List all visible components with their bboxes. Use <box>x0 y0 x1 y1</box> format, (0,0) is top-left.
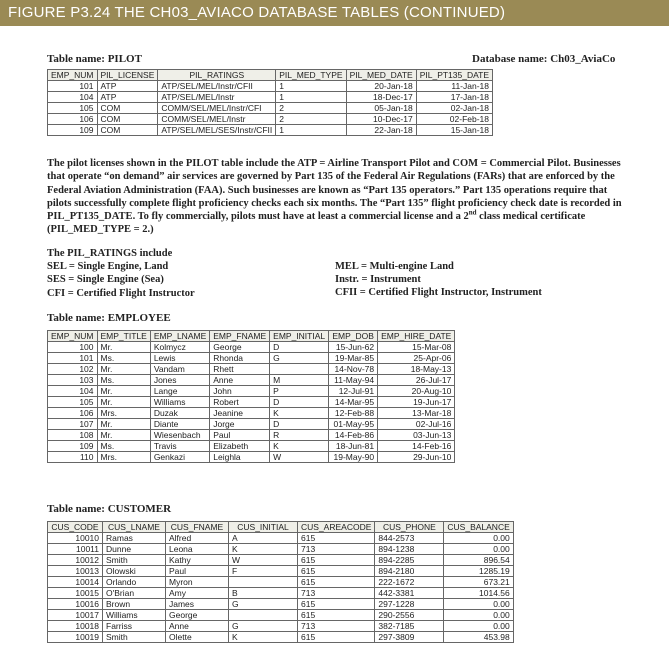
table-cell: George <box>210 342 270 353</box>
employee-table-name: Table name: EMPLOYEE <box>47 312 171 324</box>
table-cell: W <box>270 452 329 463</box>
table-cell: 713 <box>298 544 375 555</box>
table-cell: 2 <box>276 114 346 125</box>
table-cell: 894-1238 <box>375 544 444 555</box>
table-cell: F <box>229 566 298 577</box>
ratings-block-right <box>335 260 542 300</box>
table-cell: 109 <box>48 125 98 136</box>
table-cell: 15-Jan-18 <box>416 125 492 136</box>
table-cell: Ms. <box>97 353 150 364</box>
rating-definition: SES = Single Engine (Sea) <box>47 274 164 286</box>
table-cell: 1285.19 <box>444 566 513 577</box>
table-cell: 10-Dec-17 <box>346 114 416 125</box>
column-header: EMP_NUM <box>48 331 98 342</box>
table-cell: Olowski <box>103 566 166 577</box>
table-cell: B <box>229 588 298 599</box>
table-cell: James <box>166 599 229 610</box>
table-cell: 382-7185 <box>375 621 444 632</box>
paragraph-text-end: class medical certificate (PIL_MED_TYPE = 2.) <box>47 211 586 236</box>
table-row <box>48 588 514 599</box>
table-cell: 11-May-94 <box>329 375 378 386</box>
table-cell: Farriss <box>103 621 166 632</box>
table-cell: 18-May-13 <box>378 364 455 375</box>
table-cell: D <box>270 397 329 408</box>
table-row <box>48 632 514 643</box>
table-cell: 297-1228 <box>375 599 444 610</box>
column-header: PIL_LICENSE <box>97 70 158 81</box>
table-cell: P <box>270 386 329 397</box>
pilot-header-row <box>48 70 493 81</box>
table-cell: 17-Jan-18 <box>416 92 492 103</box>
table-row <box>48 577 514 588</box>
table-cell: Genkazi <box>150 452 209 463</box>
table-cell: G <box>270 353 329 364</box>
table-cell: 104 <box>48 92 98 103</box>
table-cell: Jeanine <box>210 408 270 419</box>
table-row <box>48 81 493 92</box>
table-cell: 2 <box>276 103 346 114</box>
table-cell: Duzak <box>150 408 209 419</box>
table-cell: K <box>270 441 329 452</box>
employee-table <box>47 330 455 463</box>
table-cell: Anne <box>166 621 229 632</box>
table-cell: A <box>229 533 298 544</box>
column-header: CUS_INITIAL <box>229 522 298 533</box>
pilot-table-name: Table name: PILOT <box>47 53 142 65</box>
table-cell: ATP/SEL/MEL/Instr/CFII <box>158 81 276 92</box>
column-header: EMP_TITLE <box>97 331 150 342</box>
table-row <box>48 103 493 114</box>
paragraph-text: The pilot licenses shown in the PILOT table include the ATP = Airline Transport Pilot and COM = Commercial Pilot. Businesses that operate “on demand” air services are governed by Part 135 of the Federal Air Regulations (FARs) that are enforced by the Federal Aviation Administration (FAA). Such businesses are known as “Part 135 operators.” Part 135 operations require that pilots successfully complete flight proficiency checks each six months. The “Part 135” flight proficiency check date is recorded in PIL_PT135_DATE. To fly commercially, pilots must have at least a commercial license and a 2 <box>47 158 622 223</box>
table-cell: 10014 <box>48 577 103 588</box>
table-cell: 18-Jun-81 <box>329 441 378 452</box>
paragraph-superscript: nd <box>468 208 477 217</box>
pilot-license-paragraph <box>47 157 622 237</box>
table-cell: 110 <box>48 452 98 463</box>
table-cell: 02-Jul-16 <box>378 419 455 430</box>
customer-table <box>47 521 514 643</box>
table-row <box>48 397 455 408</box>
table-row <box>48 419 455 430</box>
table-cell: 19-Jun-17 <box>378 397 455 408</box>
table-cell: 105 <box>48 103 98 114</box>
table-cell: Ms. <box>97 375 150 386</box>
table-cell: 01-May-95 <box>329 419 378 430</box>
column-header: CUS_CODE <box>48 522 103 533</box>
column-header: EMP_INITIAL <box>270 331 329 342</box>
rating-definition: CFI = Certified Flight Instructor <box>47 287 195 299</box>
table-cell: Williams <box>150 397 209 408</box>
table-cell: W <box>229 555 298 566</box>
column-header: CUS_AREACODE <box>298 522 375 533</box>
table-cell: 10012 <box>48 555 103 566</box>
table-cell: 0.00 <box>444 544 513 555</box>
table-cell: Dunne <box>103 544 166 555</box>
table-cell: Lewis <box>150 353 209 364</box>
column-header: CUS_BALANCE <box>444 522 513 533</box>
table-cell: 15-Mar-08 <box>378 342 455 353</box>
table-cell: 26-Jul-17 <box>378 375 455 386</box>
table-cell: 615 <box>298 566 375 577</box>
table-cell: Mr. <box>97 430 150 441</box>
table-cell: Smith <box>103 555 166 566</box>
table-cell: 1 <box>276 92 346 103</box>
table-row <box>48 610 514 621</box>
table-cell: 108 <box>48 430 98 441</box>
table-cell: 18-Dec-17 <box>346 92 416 103</box>
table-cell: 10019 <box>48 632 103 643</box>
column-header: EMP_FNAME <box>210 331 270 342</box>
table-cell: Brown <box>103 599 166 610</box>
rating-definition: MEL = Multi-engine Land <box>335 261 454 272</box>
table-cell: 615 <box>298 533 375 544</box>
table-cell: Paul <box>166 566 229 577</box>
table-cell: Amy <box>166 588 229 599</box>
table-row <box>48 544 514 555</box>
table-cell: COM <box>97 114 158 125</box>
table-cell: COM <box>97 103 158 114</box>
table-cell: Mr. <box>97 364 150 375</box>
table-row <box>48 125 493 136</box>
table-cell: 19-Mar-85 <box>329 353 378 364</box>
customer-header-row <box>48 522 514 533</box>
table-cell: 22-Jan-18 <box>346 125 416 136</box>
column-header: EMP_HIRE_DATE <box>378 331 455 342</box>
table-cell <box>229 577 298 588</box>
table-cell: Leighla <box>210 452 270 463</box>
table-cell: 14-Nov-78 <box>329 364 378 375</box>
table-cell: Jorge <box>210 419 270 430</box>
table-cell: 713 <box>298 588 375 599</box>
table-cell: 1014.56 <box>444 588 513 599</box>
table-cell: 25-Apr-06 <box>378 353 455 364</box>
table-cell: 442-3381 <box>375 588 444 599</box>
rating-definition: SEL = Single Engine, Land <box>47 261 169 273</box>
table-cell: 615 <box>298 577 375 588</box>
table-cell: 02-Jan-18 <box>416 103 492 114</box>
table-cell: Jones <box>150 375 209 386</box>
table-row <box>48 364 455 375</box>
table-cell: 10017 <box>48 610 103 621</box>
table-cell: COM <box>97 125 158 136</box>
table-row <box>48 441 455 452</box>
pilot-table <box>47 69 493 136</box>
table-cell: 11-Jan-18 <box>416 81 492 92</box>
table-cell: Olette <box>166 632 229 643</box>
table-cell: 19-May-90 <box>329 452 378 463</box>
table-row <box>48 533 514 544</box>
table-cell: ATP/SEL/MEL/Instr <box>158 92 276 103</box>
table-cell: 106 <box>48 114 98 125</box>
table-row <box>48 408 455 419</box>
table-cell: ATP <box>97 92 158 103</box>
table-cell: Ramas <box>103 533 166 544</box>
table-cell: 894-2285 <box>375 555 444 566</box>
table-cell: 673.21 <box>444 577 513 588</box>
table-cell: Mr. <box>97 397 150 408</box>
table-cell: 101 <box>48 353 98 364</box>
table-cell: 12-Jul-91 <box>329 386 378 397</box>
table-cell: K <box>270 408 329 419</box>
table-cell: Mr. <box>97 342 150 353</box>
rating-definition: CFII = Certified Flight Instructor, Instrument <box>335 287 542 299</box>
table-cell: 109 <box>48 441 98 452</box>
column-header: PIL_MED_DATE <box>346 70 416 81</box>
table-cell: 05-Jan-18 <box>346 103 416 114</box>
table-cell: Alfred <box>166 533 229 544</box>
table-cell: 02-Feb-18 <box>416 114 492 125</box>
table-cell: Mrs. <box>97 408 150 419</box>
table-cell: John <box>210 386 270 397</box>
table-cell: O'Brian <box>103 588 166 599</box>
table-row <box>48 342 455 353</box>
table-cell: Paul <box>210 430 270 441</box>
table-cell: 0.00 <box>444 610 513 621</box>
table-row <box>48 566 514 577</box>
table-cell: Myron <box>166 577 229 588</box>
table-cell: 14-Mar-95 <box>329 397 378 408</box>
table-cell: 615 <box>298 555 375 566</box>
table-cell: Rhonda <box>210 353 270 364</box>
column-header: EMP_NUM <box>48 70 98 81</box>
table-cell: 15-Jun-62 <box>329 342 378 353</box>
table-cell: Smith <box>103 632 166 643</box>
table-cell: 222-1672 <box>375 577 444 588</box>
table-cell: Anne <box>210 375 270 386</box>
table-cell: Rhett <box>210 364 270 375</box>
ratings-block-left <box>47 247 195 300</box>
column-header: EMP_LNAME <box>150 331 209 342</box>
table-cell: R <box>270 430 329 441</box>
table-cell: 453.98 <box>444 632 513 643</box>
table-cell: 10011 <box>48 544 103 555</box>
table-cell: 0.00 <box>444 599 513 610</box>
table-row <box>48 452 455 463</box>
table-cell: Kathy <box>166 555 229 566</box>
database-name: Database name: Ch03_AviaCo <box>472 53 616 65</box>
table-cell: 20-Aug-10 <box>378 386 455 397</box>
table-cell: Lange <box>150 386 209 397</box>
table-cell: Wiesenbach <box>150 430 209 441</box>
table-cell: K <box>229 544 298 555</box>
column-header: PIL_MED_TYPE <box>276 70 346 81</box>
table-cell: D <box>270 342 329 353</box>
table-cell: 713 <box>298 621 375 632</box>
table-cell: Mr. <box>97 386 150 397</box>
table-cell: 103 <box>48 375 98 386</box>
table-cell: 101 <box>48 81 98 92</box>
table-cell: 104 <box>48 386 98 397</box>
table-cell: Mr. <box>97 419 150 430</box>
table-cell: 1 <box>276 125 346 136</box>
table-cell: 100 <box>48 342 98 353</box>
table-cell: 14-Feb-86 <box>329 430 378 441</box>
table-cell: Diante <box>150 419 209 430</box>
column-header: CUS_PHONE <box>375 522 444 533</box>
table-cell: Williams <box>103 610 166 621</box>
customer-table-name: Table name: CUSTOMER <box>47 503 172 515</box>
table-row <box>48 92 493 103</box>
table-cell: K <box>229 632 298 643</box>
ratings-title: The PIL_RATINGS include <box>47 248 173 259</box>
table-cell: 10018 <box>48 621 103 632</box>
table-cell: ATP <box>97 81 158 92</box>
table-cell: 10015 <box>48 588 103 599</box>
table-cell: 290-2556 <box>375 610 444 621</box>
table-row <box>48 353 455 364</box>
figure-title: FIGURE P3.24 THE CH03_AVIACO DATABASE TABLES (CONTINUED) <box>8 4 506 21</box>
table-cell: 29-Jun-10 <box>378 452 455 463</box>
table-cell: 102 <box>48 364 98 375</box>
table-cell: 20-Jan-18 <box>346 81 416 92</box>
column-header: PIL_RATINGS <box>158 70 276 81</box>
table-row <box>48 599 514 610</box>
employee-header-row <box>48 331 455 342</box>
table-cell: 896.54 <box>444 555 513 566</box>
table-cell: 10010 <box>48 533 103 544</box>
table-cell: 1 <box>276 81 346 92</box>
table-cell: Orlando <box>103 577 166 588</box>
table-cell: George <box>166 610 229 621</box>
table-cell: 12-Feb-88 <box>329 408 378 419</box>
table-cell: 107 <box>48 419 98 430</box>
table-cell: COMM/SEL/MEL/Instr <box>158 114 276 125</box>
table-row <box>48 386 455 397</box>
table-cell: 106 <box>48 408 98 419</box>
table-cell: Vandam <box>150 364 209 375</box>
table-cell: 0.00 <box>444 533 513 544</box>
table-cell: Robert <box>210 397 270 408</box>
table-cell: 297-3809 <box>375 632 444 643</box>
table-cell: Kolmycz <box>150 342 209 353</box>
table-cell: 615 <box>298 599 375 610</box>
table-cell: 894-2180 <box>375 566 444 577</box>
table-cell: M <box>270 375 329 386</box>
table-cell <box>270 364 329 375</box>
table-cell: Mrs. <box>97 452 150 463</box>
table-cell: Leona <box>166 544 229 555</box>
table-cell: G <box>229 621 298 632</box>
column-header: CUS_LNAME <box>103 522 166 533</box>
table-row <box>48 375 455 386</box>
table-row <box>48 555 514 566</box>
table-row <box>48 621 514 632</box>
table-cell: 615 <box>298 610 375 621</box>
table-cell: 844-2573 <box>375 533 444 544</box>
table-row <box>48 114 493 125</box>
table-cell: 14-Feb-16 <box>378 441 455 452</box>
table-cell: 615 <box>298 632 375 643</box>
table-cell: 13-Mar-18 <box>378 408 455 419</box>
table-cell: Elizabeth <box>210 441 270 452</box>
column-header: CUS_FNAME <box>166 522 229 533</box>
figure-banner <box>0 0 669 26</box>
table-cell: G <box>229 599 298 610</box>
table-cell: 10016 <box>48 599 103 610</box>
column-header: PIL_PT135_DATE <box>416 70 492 81</box>
table-cell: Ms. <box>97 441 150 452</box>
rating-definition: Instr. = Instrument <box>335 274 421 286</box>
table-cell: 03-Jun-13 <box>378 430 455 441</box>
table-cell: 105 <box>48 397 98 408</box>
column-header: EMP_DOB <box>329 331 378 342</box>
table-cell: COMM/SEL/MEL/Instr/CFI <box>158 103 276 114</box>
table-cell <box>229 610 298 621</box>
table-cell: D <box>270 419 329 430</box>
table-cell: 0.00 <box>444 621 513 632</box>
table-cell: Travis <box>150 441 209 452</box>
table-cell: 10013 <box>48 566 103 577</box>
table-cell: ATP/SEL/MEL/SES/Instr/CFII <box>158 125 276 136</box>
table-row <box>48 430 455 441</box>
